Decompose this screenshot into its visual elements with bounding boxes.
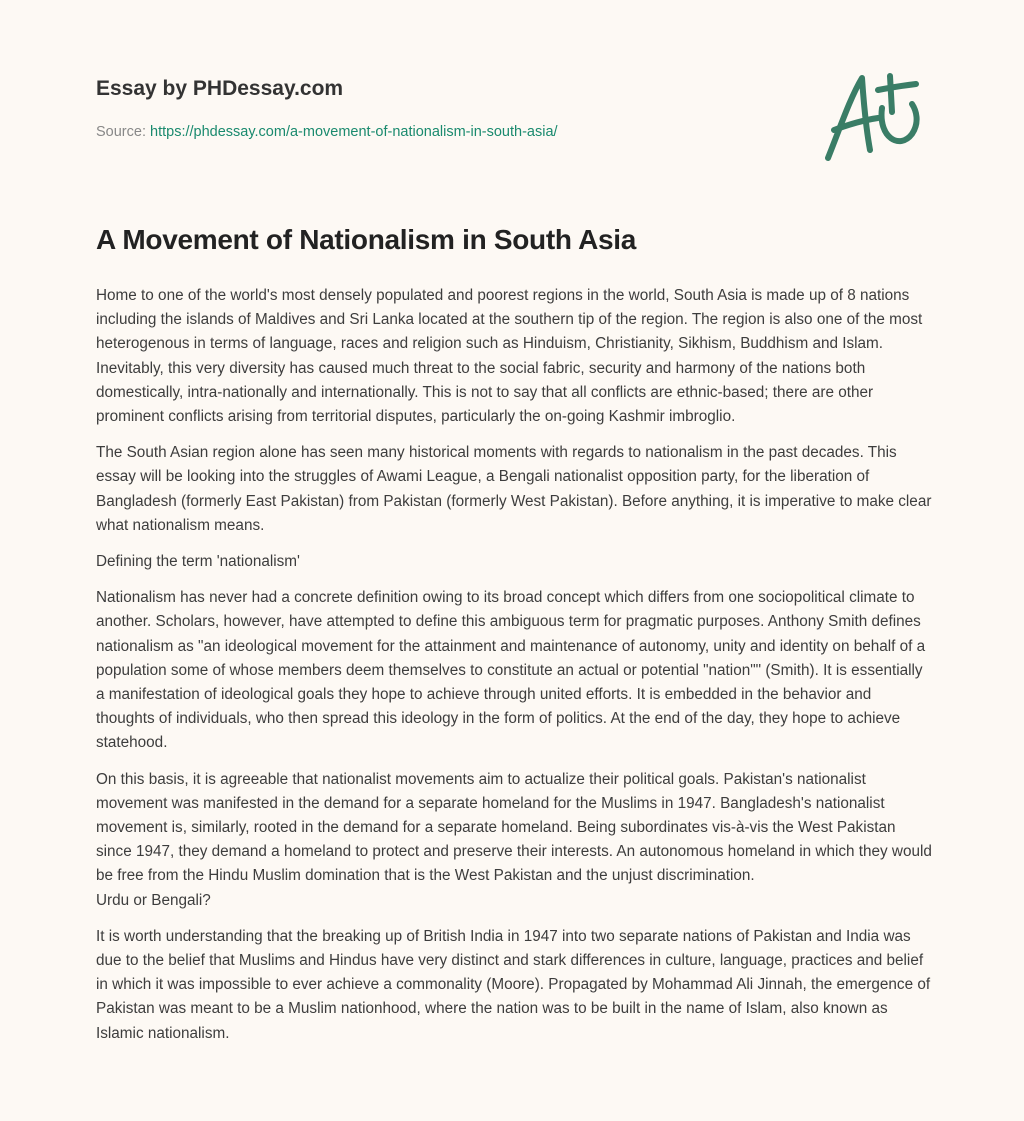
section-heading: Urdu or Bengali? (96, 891, 211, 909)
paragraph: Home to one of the world's most densely populated and poorest regions in the world, South Asia is made up of 8 nations including the islands of Maldives and Sri Lanka located at the southern tip of the region. The region is also one of the most heterogenous in terms of language, races and religion such as Hinduism, Christianity, Sikhism, Buddhism and Islam. Inevitably, this very diversity has caused much threat to the social fabric, security and harmony of the nations both domestically, intra-nationally and internationally. This is not to say that all conflicts are ethnic-based; there are other prominent conflicts arising from territorial disputes, particularly the on-going Kashmir imbroglio. (96, 287, 923, 426)
paragraph: Nationalism has never had a concrete definition owing to its broad concept which differs from one sociopolitical climate to another. Scholars, however, have attempted to define this ambiguous term for pragmatic purposes. Anthony Smith defines nationalism as "an ideological movement for the attainment and maintenance of autonomy, unity and identity on behalf of a population some of whose members deem themselves to constitute an actual or potential "nation"" (Smith). It is essentially a manifestation of ideological goals they hope to achieve through united efforts. It is embedded in the behavior and thoughts of individuals, who then spread this ideology in the form of politics. At the end of the day, they hope to achieve statehood. (96, 589, 926, 752)
paragraph: The South Asian region alone has seen many historical moments with regards to nationalism in the past decades. This essay will be looking into the struggles of Awami League, a Bengali nationalist opposition party, for the liberation of Bangladesh (formerly East Pakistan) from Pakistan (formerly West Pakistan). Before anything, it is imperative to make clear what nationalism means. (96, 444, 932, 534)
a-plus-logo-icon (820, 68, 930, 168)
source-line (96, 124, 558, 140)
paragraph: On this basis, it is agreeable that nationalist movements aim to actualize their political goals. Pakistan's nationalist movement was manifested in the demand for a separate homeland for the Muslims in 1947. Bangladesh's nationalist movement is, similarly, rooted in the demand for a separate homeland. Being subordinates vis-à-vis the West Pakistan since 1947, they demand a homeland to protect and preserve their interests. An autonomous homeland in which they would be free from the Hindu Muslim domination that is the West Pakistan and the unjust discrimination. (96, 770, 932, 885)
source-label: Source: (96, 124, 146, 140)
paragraph: It is worth understanding that the breaking up of British India in 1947 into two separate nations of Pakistan and India was due to the belief that Muslims and Hindus have very distinct and stark differences in culture, language, practices and belief in which it was impossible to ever achieve a commonality (Moore). Propagated by Mohammad Ali Jinnah, the emergence of Pakistan was meant to be a Muslim nationhood, where the nation was to be built in the name of Islam, also known as Islamic nationalism. (96, 927, 931, 1042)
brand-title: Essay by PHDessay.com (96, 77, 344, 100)
article-body (96, 284, 932, 1058)
source-link[interactable]: https://phdessay.com/a-movement-of-nationalism-in-south-asia/ (150, 124, 558, 140)
section-heading: Defining the term 'nationalism' (96, 553, 300, 571)
page-title: A Movement of Nationalism in South Asia (96, 224, 637, 255)
